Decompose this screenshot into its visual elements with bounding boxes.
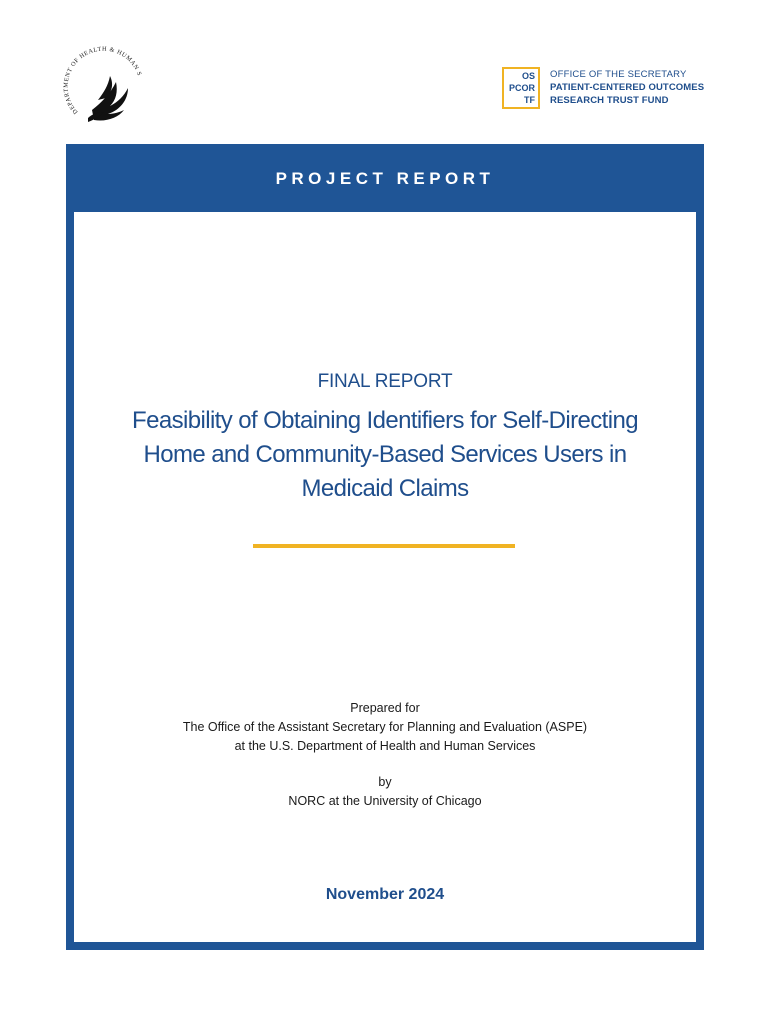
report-title-line: Home and Community-Based Services Users in bbox=[143, 441, 627, 468]
report-date: November 2024 bbox=[325, 886, 445, 903]
hhs-eagle-seal-icon bbox=[58, 40, 154, 136]
cover-inner-panel bbox=[74, 212, 696, 942]
prepared-for-line: at the U.S. Department of Health and Human Services bbox=[234, 739, 536, 753]
report-title bbox=[94, 404, 676, 506]
report-cover-frame bbox=[66, 144, 704, 950]
prepared-for-line: The Office of the Assistant Secretary for Planning and Evaluation (ASPE) bbox=[182, 720, 588, 734]
pcor-trust-fund-logo bbox=[502, 67, 722, 111]
pcor-logo-line1: OFFICE OF THE SECRETARY bbox=[550, 69, 687, 80]
prepared-for-block bbox=[74, 699, 696, 811]
pcor-badge bbox=[502, 67, 540, 109]
prepared-by: NORC at the University of Chicago bbox=[288, 794, 482, 808]
pcor-logo-text bbox=[550, 69, 704, 107]
report-type-label: FINAL REPORT bbox=[317, 371, 453, 392]
svg-text:DEPARTMENT OF HEALTH & HUMAN S: DEPARTMENT OF HEALTH & HUMAN S bbox=[62, 45, 143, 116]
pcor-badge-line: TF bbox=[524, 95, 535, 105]
pcor-logo-line2: PATIENT-CENTERED OUTCOMES bbox=[550, 82, 705, 93]
by-label: by bbox=[378, 775, 392, 789]
pcor-badge-line: OS bbox=[521, 71, 535, 81]
pcor-badge-line: PCOR bbox=[508, 83, 535, 93]
report-title-line: Medicaid Claims bbox=[301, 475, 469, 502]
pcor-logo-line3: RESEARCH TRUST FUND bbox=[550, 95, 669, 106]
report-title-line: Feasibility of Obtaining Identifiers for Self-Directing bbox=[132, 407, 638, 434]
project-report-banner: PROJECT REPORT bbox=[275, 169, 495, 188]
prepared-for-label: Prepared for bbox=[350, 701, 420, 715]
hhs-seal-logo bbox=[58, 40, 154, 136]
gold-divider bbox=[253, 544, 515, 548]
